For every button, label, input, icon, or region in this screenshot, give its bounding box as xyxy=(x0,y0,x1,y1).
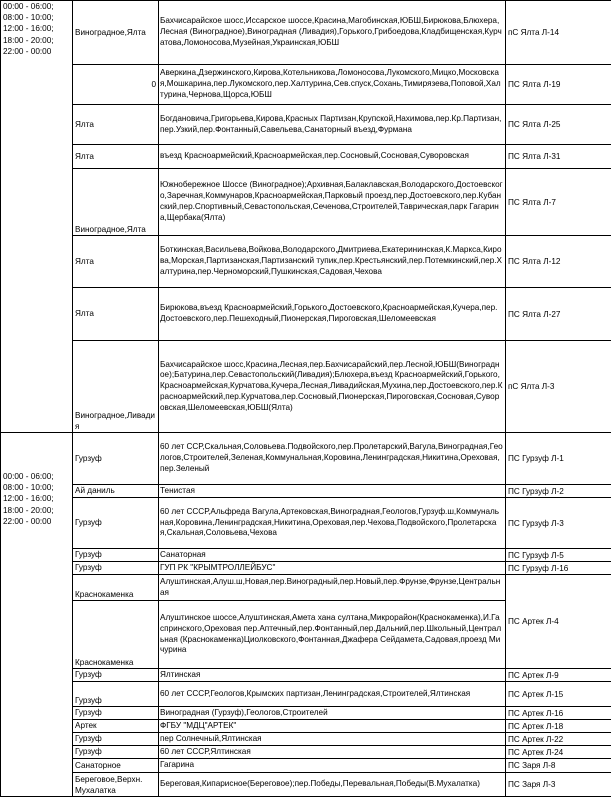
substation-cell: ПС Артек Л-18 xyxy=(506,720,611,733)
locality-cell: Санаторное xyxy=(73,759,159,773)
streets-cell: Бахчисарайское шосс,Иссарское шоссе,Красина,Магобинская,ЮБШ,Бирюкова,Блюхера,Лесная (Виноградное),Виноградная (Ливадия),Горького,Грибоедова,Кладбищенская,Курчатова,Ломоносова,Музейная,Украинская,ЮБШ xyxy=(159,1,506,65)
table-row xyxy=(1,562,611,575)
streets-cell: Богдановича,Григорьева,Кирова,Красных Партизан,Крупской,Нахимова,пер.Кр.Партизан,пер.Узкий,пер.Фонтанный,Савельева,Санаторный въезд,Фурмана xyxy=(159,105,506,145)
substation-cell: ПС Артек Л-9 xyxy=(506,669,611,682)
substation-cell: пС Ялта Л-3 xyxy=(506,341,611,433)
locality-cell: Гурзуф xyxy=(73,682,159,707)
substation-cell: ПС Ялта Л-19 xyxy=(506,65,611,105)
streets-cell: Бирюкова,въезд Красноармейский,Горького,Достоевского,Красноармейская,Кучера,пер.Достоевского,пер.Пешеходный,Пионерская,Пироговская,Шеломеевская xyxy=(159,288,506,341)
table-row xyxy=(1,236,611,288)
locality-cell: Краснокаменка xyxy=(73,575,159,601)
substation-cell: ПС Артек Л-15 xyxy=(506,682,611,707)
table-row xyxy=(1,682,611,707)
substation-cell: ПС Артек Л-24 xyxy=(506,746,611,759)
locality-cell: Ялта xyxy=(73,105,159,145)
locality-cell: Виноградное,Ливадия xyxy=(73,341,159,433)
table-row xyxy=(1,549,611,562)
table-row xyxy=(1,707,611,720)
table-row xyxy=(1,1,611,65)
streets-cell: Санаторная xyxy=(159,549,506,562)
locality-cell: Ялта xyxy=(73,145,159,169)
streets-cell: Южнобережное Шоссе (Виноградное);Архивная,Балаклавская,Володарского,Достоевского,Заречная,Коммунаров,Красноармейская,Парковый проезд,пер.Достоевского,пер.Кубанский,пер.Спортивный,Севастопольская,Сеченова,Строителей,Таврическая,парк Гагарина,Щербака(Ялта) xyxy=(159,169,506,236)
time-intervals-cell: 00:00 - 06:00; 08:00 - 10:00; 12:00 - 16:00; 18:00 - 20:00; 22:00 - 00:00 xyxy=(1,1,73,433)
table-row xyxy=(1,485,611,498)
streets-cell: Алуштинское шоссе,Алуштинская,Амета хана султана,Микрорайон(Краснокаменка),И.Гаспринского,Ореховая пер.Аптечный,пер.Фонтанный,пер.Дальний,пер.Школьный,Центральная (Краснокаменка)Циолковского,Фонтанная,Джафера Сейдамета,Садовая,проезд Мичурина xyxy=(159,601,506,669)
locality-cell: Береговое,Верхн. Мухалатка xyxy=(73,773,159,797)
locality-cell: Ялта xyxy=(73,288,159,341)
locality-cell: Гурзуф xyxy=(73,498,159,549)
table-row xyxy=(1,720,611,733)
streets-cell: Тенистая xyxy=(159,485,506,498)
substation-cell: пС Ялта Л-14 xyxy=(506,1,611,65)
substation-cell: ПС Гурзуф Л-3 xyxy=(506,498,611,549)
substation-cell: ПС Ялта Л-7 xyxy=(506,169,611,236)
locality-cell: Краснокаменка xyxy=(73,601,159,669)
substation-cell: ПС Ялта Л-31 xyxy=(506,145,611,169)
streets-cell: пер Солнечный,Ялтинская xyxy=(159,733,506,746)
substation-cell: ПС Гурзуф Л-5 xyxy=(506,549,611,562)
locality-cell: Гурзуф xyxy=(73,733,159,746)
table-row xyxy=(1,575,611,601)
table-row xyxy=(1,773,611,797)
substation-cell: ПС Гурзуф Л-2 xyxy=(506,485,611,498)
streets-cell: Боткинская,Васильева,Войкова,Володарского,Дмитриева,Екатерининская,К.Маркса,Кирова,Морская,Партизанская,Партизанский тупик,пер.Крестьянский,пер.Потемкинский,пер.Халтурина,пер.Черноморский,Пушкинская,Садовая,Чехова xyxy=(159,236,506,288)
streets-cell: ФГБУ "МДЦ"АРТЕК" xyxy=(159,720,506,733)
streets-cell: Виноградная (Гурзуф),Геологов,Строителей xyxy=(159,707,506,720)
table-row xyxy=(1,341,611,433)
substation-cell: ПС Артек Л-16 xyxy=(506,707,611,720)
streets-cell: Бахчисарайское шосс,Красина,Лесная,пер.Бахчисарайский,пер.Лесной,ЮБШ(Виноградное);Батурина,пер.Севастопольский(Ливадия);Блюхера,въезд Красноармейский,Горького,Красноармейская,Курчатова,Кучера,Лесная,Ливадийская,Мухина,пер.Достоевского,пер.Красноармейский,пер.Курчатова,пер.Сосновый,Пионерская,Пироговская,Сосновая,Суворовская,Шеломеевская,ЮБШ(Ялта) xyxy=(159,341,506,433)
streets-cell: Алуштинская,Алуш.ш,Новая,пер.Виноградный,пер.Новый,пер.Фрунзе,Фрунзе,Центральная xyxy=(159,575,506,601)
streets-cell: Гагарина xyxy=(159,759,506,773)
table-row xyxy=(1,145,611,169)
substation-cell: ПС Заря Л-8 xyxy=(506,759,611,773)
table-row xyxy=(1,498,611,549)
locality-cell: Виноградное,Ялта xyxy=(73,1,159,65)
table-row xyxy=(1,746,611,759)
substation-cell: ПС Ялта Л-25 xyxy=(506,105,611,145)
time-intervals-cell: 00:00 - 06:00; 08:00 - 10:00; 12:00 - 16:00; 18:00 - 20:00; 22:00 - 00:00 xyxy=(1,433,73,797)
table-row xyxy=(1,105,611,145)
table-row xyxy=(1,433,611,485)
locality-cell: Гурзуф xyxy=(73,562,159,575)
streets-cell: Ялтинская xyxy=(159,669,506,682)
substation-cell: ПС Гурзуф Л-16 xyxy=(506,562,611,575)
substation-cell: ПС Ялта Л-27 xyxy=(506,288,611,341)
locality-cell: Ялта xyxy=(73,236,159,288)
streets-cell: Аверкина,Дзержинского,Кирова,Котельникова,Ломоносова,Лукомского,Мицко,Московская,Мошкарина,пер.Лукомского,пер.Халтурина,Сев.спуск,Сохань,Тимирязева,Поповой,Халтурина,Чернова,Щорса,ЮБШ xyxy=(159,65,506,105)
streets-cell: въезд Красноармейский,Красноармейская,пер.Сосновый,Сосновая,Суворовская xyxy=(159,145,506,169)
locality-cell: Гурзуф xyxy=(73,669,159,682)
locality-cell: Ай даниль xyxy=(73,485,159,498)
table-row xyxy=(1,65,611,105)
locality-cell: Артек xyxy=(73,720,159,733)
locality-cell: Гурзуф xyxy=(73,707,159,720)
locality-cell: 0 xyxy=(73,65,159,105)
streets-cell: 60 лет СССР,Альфреда Вагула,Артековская,Виноградная,Геологов,Гурзуф.ш,Коммунальная,Коровина,Ленинградская,Никитина,Ореховая,пер.Чехова,Подвойского,Пролетарская,Скальная,Соловьева,Чехова xyxy=(159,498,506,549)
locality-cell: Гурзуф xyxy=(73,549,159,562)
streets-cell: Береговая,Кипарисное(Береговое);пер.Победы,Перевальная,Победы(В.Мухалатка) xyxy=(159,773,506,797)
streets-cell: ГУП РК "КРЫМТРОЛЛЕЙБУС" xyxy=(159,562,506,575)
table-row xyxy=(1,169,611,236)
streets-cell: 60 лет СССР,Геологов,Крымских партизан,Ленинградская,Строителей,Ялтинская xyxy=(159,682,506,707)
substation-cell: ПС Артек Л-4 xyxy=(506,575,611,669)
streets-cell: 60 лет СССР,Ялтинская xyxy=(159,746,506,759)
table-row xyxy=(1,759,611,773)
substation-cell: ПС Гурзуф Л-1 xyxy=(506,433,611,485)
locality-cell: Виноградное,Ялта xyxy=(73,169,159,236)
substation-cell: ПС Заря Л-3 xyxy=(506,773,611,797)
substation-cell: ПС Артек Л-22 xyxy=(506,733,611,746)
locality-cell: Гурзуф xyxy=(73,433,159,485)
streets-cell: 60 лет ССР,Скальная,Соловьева.Подвойского,пер.Пролетарский,Вагула,Виноградная,Геологов,Строителей,Зеленая,Коммунальная,Коровина,Ленинградская,Никитина,Ореховая,пер.Зеленый xyxy=(159,433,506,485)
substation-cell: ПС Ялта Л-12 xyxy=(506,236,611,288)
table-row xyxy=(1,669,611,682)
table-row xyxy=(1,288,611,341)
table-row xyxy=(1,733,611,746)
locality-cell: Гурзуф xyxy=(73,746,159,759)
